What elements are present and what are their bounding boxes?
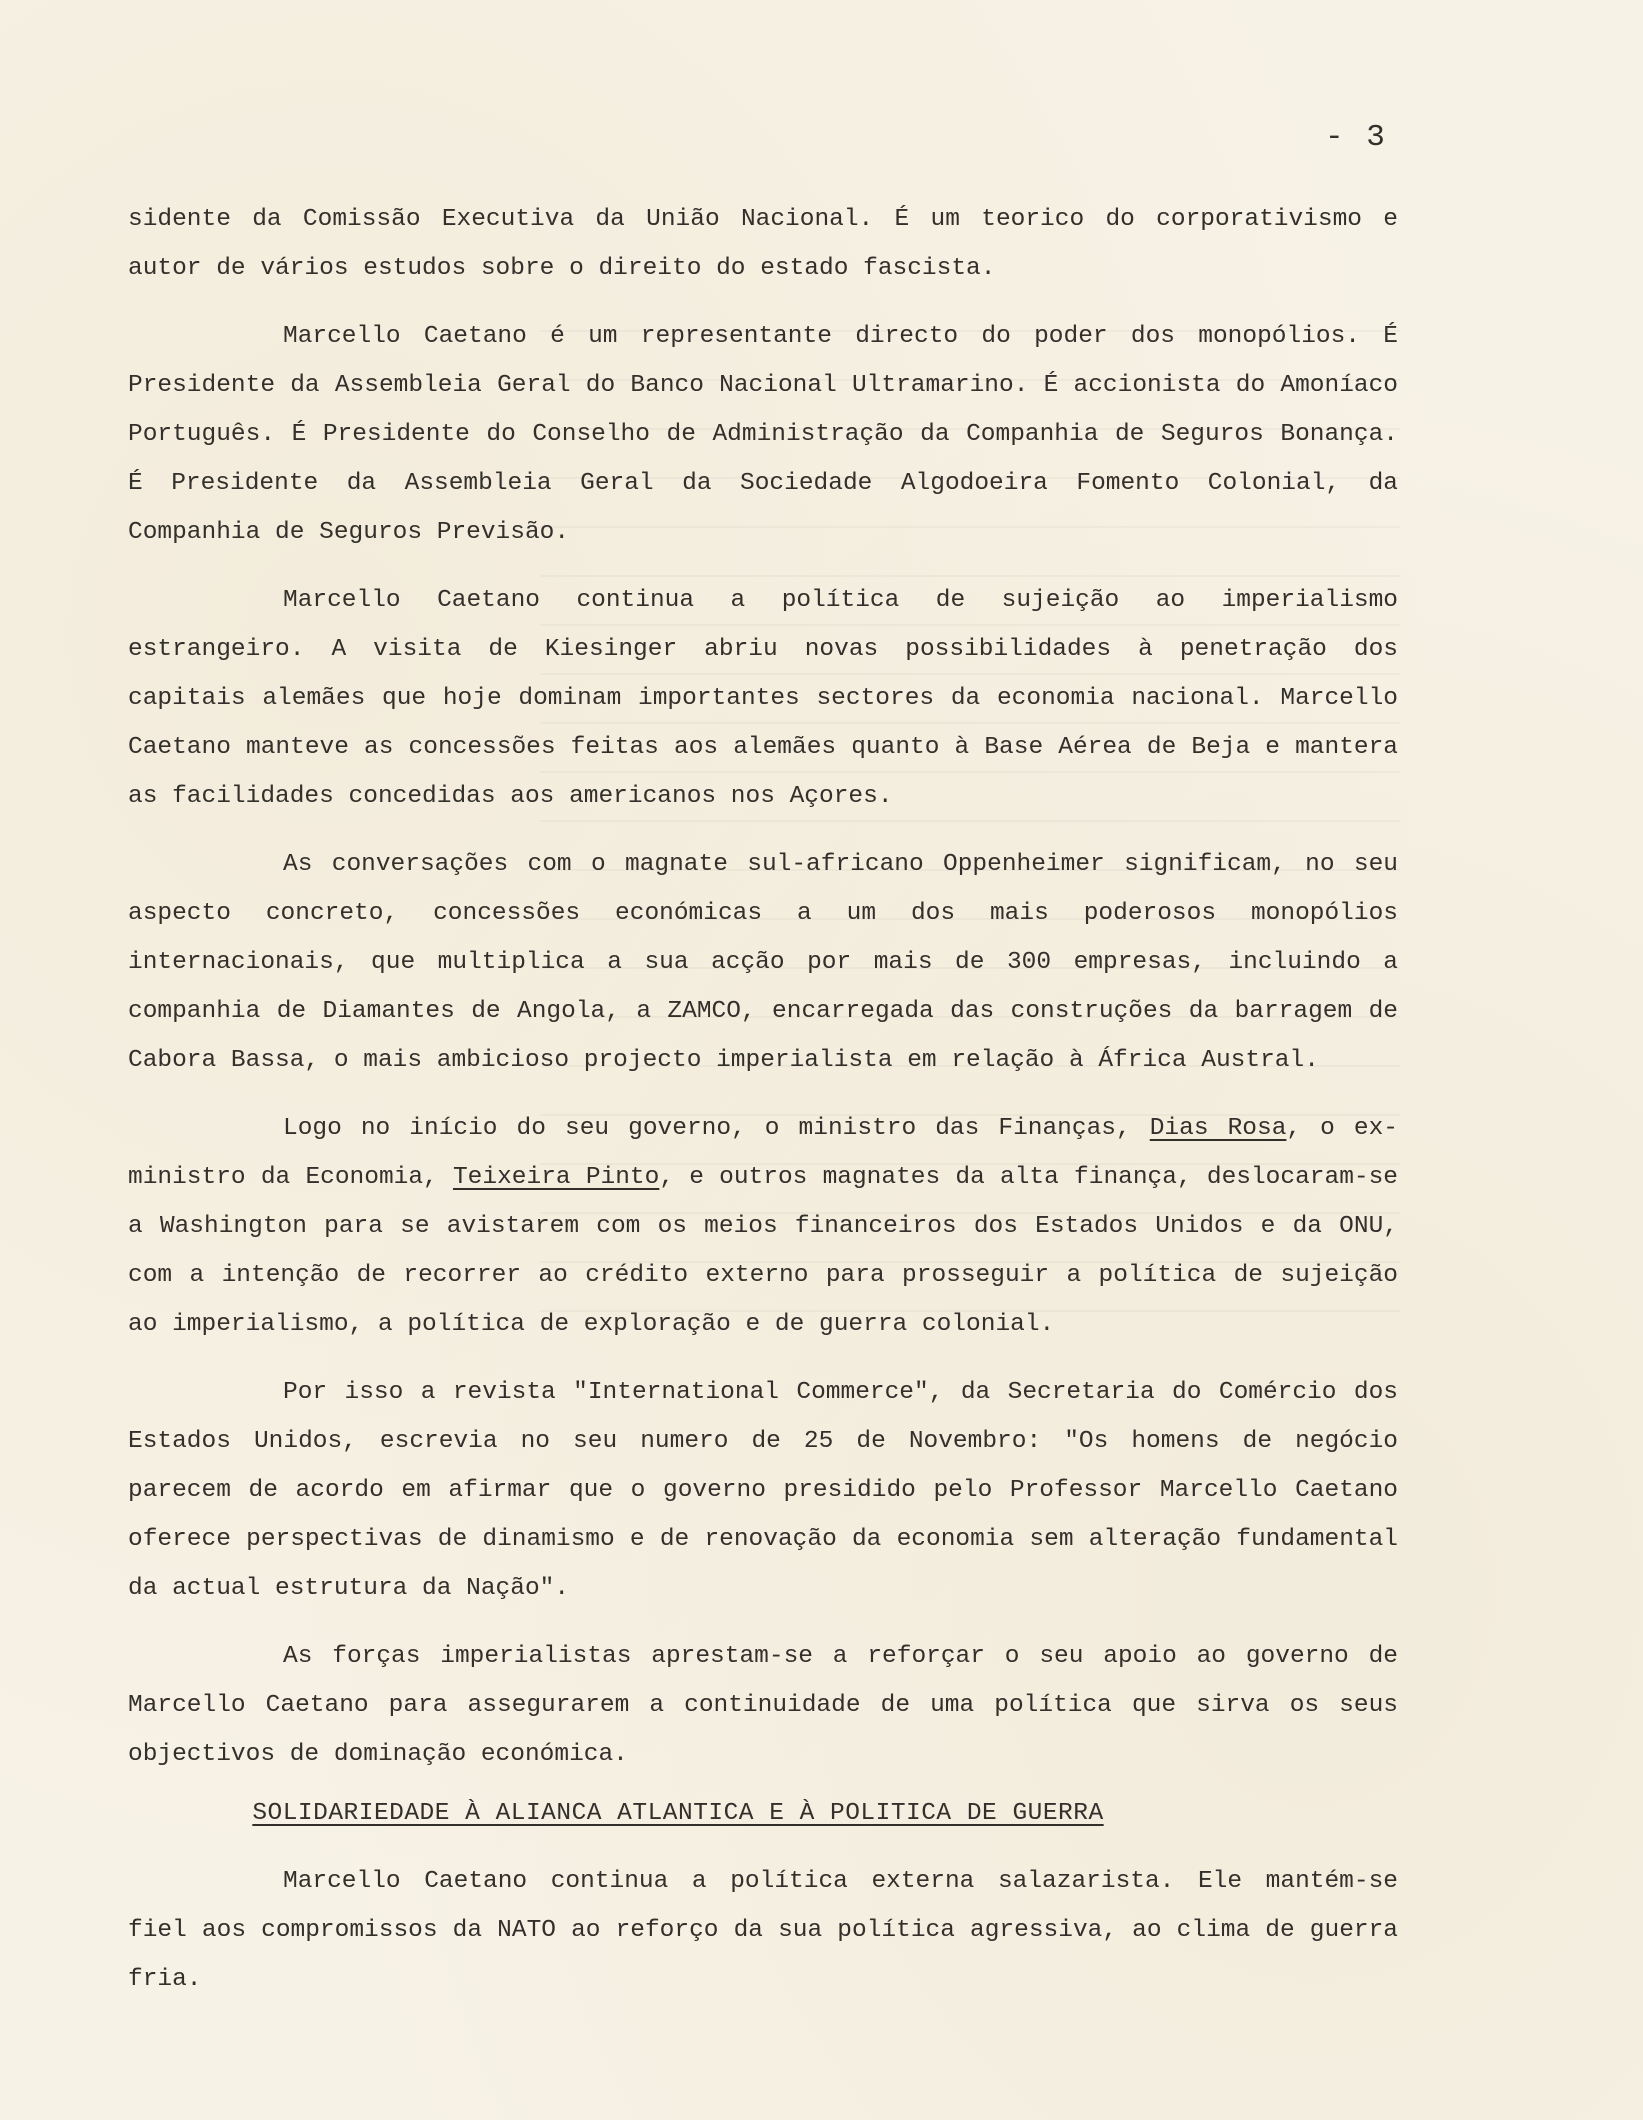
- underlined-name-teixeira-pinto: Teixeira Pinto: [452, 1164, 660, 1191]
- paragraph-7: [128, 1632, 1398, 1779]
- paragraph-5-text-c: , e outros magnates da alta finança, deslocaram-se a Washington para se avistarem com os meios financeiros dos Estados Unidos e da ONU, com a intenção de recorrer ao crédito externo para prosseguir a política de sujeição ao imperialismo, a política de exploração e de guerra colonial.: [128, 1164, 1398, 1338]
- underlined-name-dias-rosa: Dias Rosa: [1149, 1115, 1287, 1142]
- section-heading: [128, 1789, 1398, 1838]
- paragraph-3: [128, 576, 1398, 821]
- paragraph-3-text: Marcello Caetano continua a política de sujeição ao imperialismo estrangeiro. A visita de Kiesinger abriu novas possibilidades à penetração dos capitais alemães que hoje dominam importantes sectores da economia nacional. Marcello Caetano manteve as concessões feitas aos alemães quanto à Base Aérea de Beja e mantera as facilidades concedidas aos americanos nos Açores.: [128, 587, 1398, 810]
- paragraph-5-text-b: , o ex-ministro da Economia,: [128, 1115, 1399, 1191]
- document-body: [128, 195, 1398, 2023]
- section-heading-text: SOLIDARIEDADE À ALIANCA ATLANTICA E À POLITICA DE GUERRA: [252, 1800, 1104, 1827]
- page-number: - 3: [1325, 120, 1387, 155]
- paragraph-8: [128, 1857, 1398, 2004]
- paragraph-1: [128, 195, 1398, 293]
- paragraph-7-text: As forças imperialistas aprestam-se a reforçar o seu apoio ao governo de Marcello Caetano para assegurarem a continuidade de uma política que sirva os seus objectivos de dominação económica.: [128, 1643, 1398, 1768]
- paragraph-5: [128, 1104, 1398, 1349]
- paragraph-1-text: sidente da Comissão Executiva da União Nacional. É um teorico do corporativismo e autor de vários estudos sobre o direito do estado fascista.: [128, 206, 1398, 282]
- paragraph-6: [128, 1368, 1398, 1613]
- paragraph-2: [128, 312, 1398, 557]
- paragraph-2-text: Marcello Caetano é um representante directo do poder dos monopólios. É Presidente da Assembleia Geral do Banco Nacional Ultramarino. É accionista do Amoníaco Português. É Presidente do Conselho de Administração da Companhia de Seguros Bonança. É Presidente da Assembleia Geral da Sociedade Algodoeira Fomento Colonial, da Companhia de Seguros Previsão.: [128, 323, 1398, 546]
- paragraph-4: [128, 840, 1398, 1085]
- paragraph-8-text: Marcello Caetano continua a política externa salazarista. Ele mantém-se fiel aos compromissos da NATO ao reforço da sua política agressiva, ao clima de guerra fria.: [128, 1868, 1398, 1993]
- paragraph-6-text: Por isso a revista "International Commerce", da Secretaria do Comércio dos Estados Unidos, escrevia no seu numero de 25 de Novembro: "Os homens de negócio parecem de acordo em afirmar que o governo presidido pelo Professor Marcello Caetano oferece perspectivas de dinamismo e de renovação da economia sem alteração fundamental da actual estrutura da Nação".: [128, 1379, 1398, 1602]
- paragraph-5-text-a: Logo no início do seu governo, o ministro das Finanças,: [283, 1115, 1150, 1142]
- paragraph-4-text: As conversações com o magnate sul-africano Oppenheimer significam, no seu aspecto concreto, concessões económicas a um dos mais poderosos monopólios internacionais, que multiplica a sua acção por mais de 300 empresas, incluindo a companhia de Diamantes de Angola, a ZAMCO, encarregada das construções da barragem de Cabora Bassa, o mais ambicioso projecto imperialista em relação à África Austral.: [128, 851, 1398, 1074]
